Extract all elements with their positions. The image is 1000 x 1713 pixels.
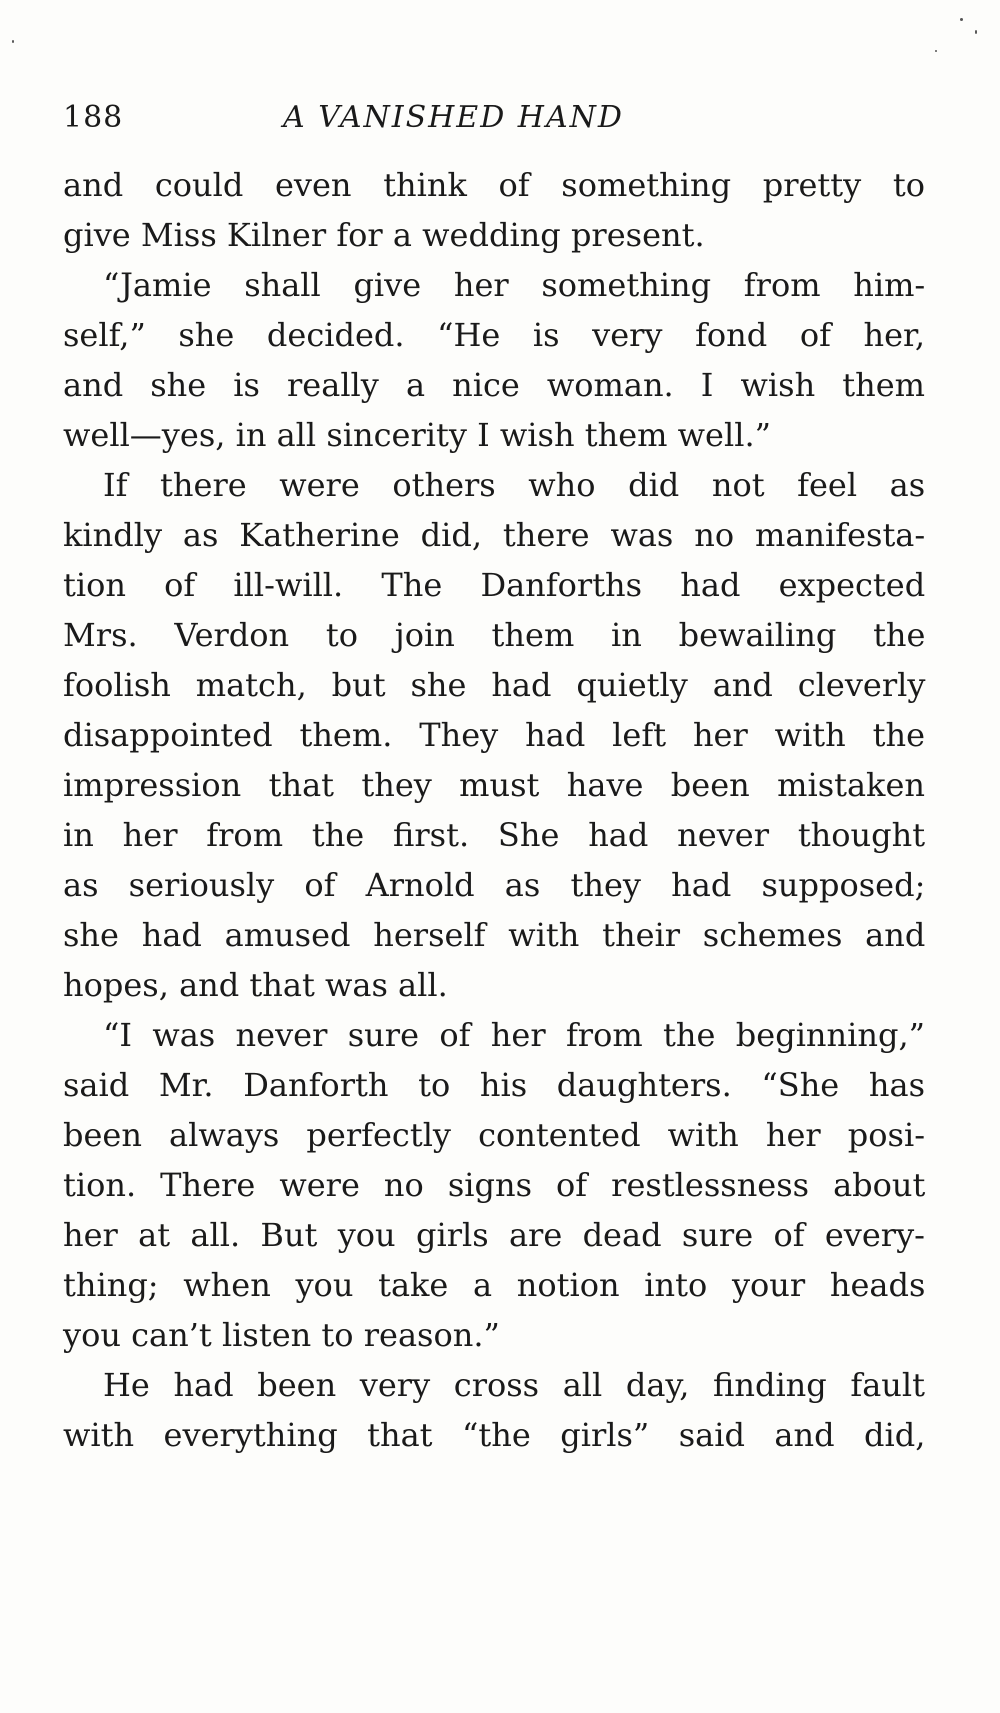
page-header <box>63 98 923 138</box>
text-line: been always perfectly contented with her posi- <box>63 1116 925 1154</box>
text-line: thing; when you take a notion into your heads <box>63 1266 926 1304</box>
text-line: If there were others who did not feel as <box>103 466 926 504</box>
text-line: as seriously of Arnold as they had supposed; <box>63 866 926 904</box>
text-line: well—yes, in all sincerity I wish them well.” <box>63 416 771 454</box>
text-line: and she is really a nice woman. I wish them <box>63 366 925 404</box>
text-line: give Miss Kilner for a wedding present. <box>63 216 705 254</box>
text-line: in her from the first. She had never thought <box>63 816 926 854</box>
text-line: you can’t listen to reason.” <box>63 1316 500 1354</box>
text-line: kindly as Katherine did, there was no manifesta- <box>63 516 926 554</box>
running-title: A VANISHED HAND <box>283 100 624 135</box>
text-line: foolish match, but she had quietly and cleverly <box>63 666 926 704</box>
text-line: hopes, and that was all. <box>63 966 448 1004</box>
scan-speck <box>935 50 937 52</box>
scan-speck <box>12 40 14 43</box>
text-line: tion. There were no signs of restlessness about <box>63 1166 926 1204</box>
text-line: Mrs. Verdon to join them in bewailing the <box>63 616 926 654</box>
text-line: He had been very cross all day, finding fault <box>103 1366 925 1404</box>
text-line: “I was never sure of her from the beginning,” <box>103 1016 925 1054</box>
paragraph <box>63 1360 925 1460</box>
text-line: her at all. But you girls are dead sure of every- <box>63 1216 925 1254</box>
text-line: impression that they must have been mistaken <box>63 766 925 804</box>
scan-speck <box>975 30 977 34</box>
page-number: 188 <box>63 100 124 135</box>
text-line: disappointed them. They had left her with the <box>63 716 926 754</box>
body-text <box>63 160 925 1460</box>
paragraph <box>63 260 925 460</box>
paragraph <box>63 1010 925 1360</box>
text-line: with everything that “the girls” said and did, <box>63 1416 926 1454</box>
text-line: said Mr. Danforth to his daughters. “She has <box>63 1066 925 1104</box>
text-line: tion of ill-will. The Danforths had expected <box>63 566 926 604</box>
text-line: she had amused herself with their schemes and <box>63 916 926 954</box>
text-line: self,” she decided. “He is very fond of her, <box>63 316 925 354</box>
paragraph <box>63 460 925 1010</box>
paragraph <box>63 160 925 260</box>
scan-speck <box>960 18 963 21</box>
text-line: “Jamie shall give her something from him- <box>103 266 926 304</box>
text-line: and could even think of something pretty to <box>63 166 925 204</box>
